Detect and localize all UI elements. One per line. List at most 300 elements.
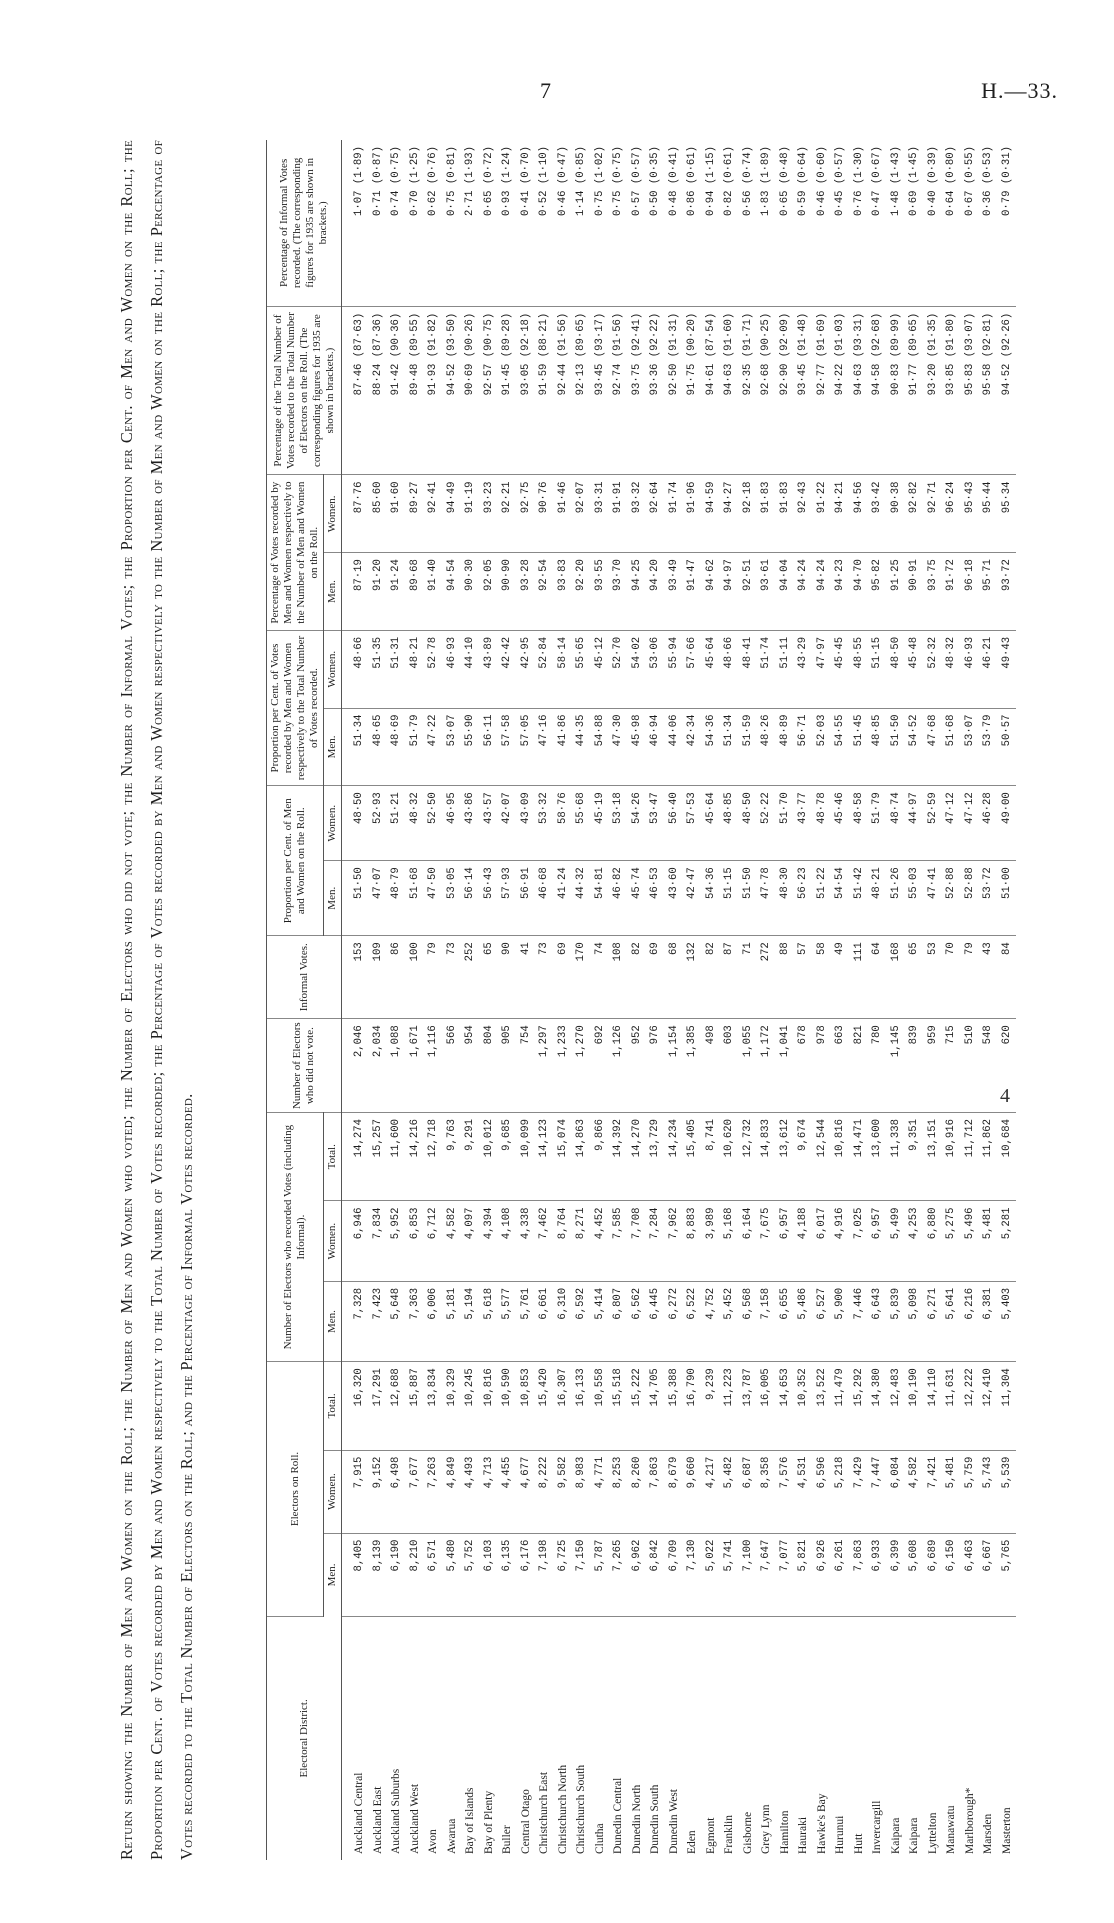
table-row [924,140,943,1860]
women-vote-proportion: 48·66 [342,630,369,708]
district-cell: Marsden [982,1813,994,1854]
informal-votes: 108 [609,936,628,1019]
did-not-vote: 804 [480,1019,499,1113]
men-on-roll: 6,667 [979,1533,998,1616]
header-prop-votes: Proportion per Cent. of Votes recorded by Men and Women respectively to the Total Number of Votes recorded. [267,630,324,785]
women-vote-proportion: 42·42 [498,630,517,708]
men-on-roll: 7,077 [776,1533,795,1616]
women-roll-proportion: 43·77 [794,786,813,861]
did-not-vote: 1,126 [609,1019,628,1113]
men-voted: 5,194 [461,1281,480,1361]
women-voted: 6,957 [776,1201,795,1281]
table-row [443,140,462,1860]
district-cell: Central Otago [519,1789,532,1854]
men-roll-proportion: 52·88 [961,861,980,936]
informal-votes: 100 [406,936,425,1019]
total-on-roll: 13,834 [424,1362,443,1450]
women-on-roll: 8,358 [757,1450,776,1533]
total-voted: 14,833 [757,1113,776,1201]
men-vote-proportion: 48·69 [387,708,406,786]
total-vote-percentage: 87·46 (87·63) [342,306,369,475]
total-on-roll: 14,110 [924,1362,943,1450]
subheader-men: Men. [324,553,342,631]
men-on-roll: 6,103 [480,1533,499,1616]
did-not-vote: 1,055 [739,1019,758,1113]
table-title: Return showing the Number of Men and Women on the Roll; the Number of Men and Women who voted; the Number of Electors who did not vote; the Number of Informal Votes; the Proportion per Cent. of Men and Women on the Roll; the Proportion per Cent. of Votes recorded by Men and Women respectively to the Total Number of Votes recorded; the Percentage of Votes recorded by Men and Women respectively to the Number of Men and Women on the Roll; the Percentage of Votes recorded to the Total Number of Electors on the Roll; and the Percentage of Informal Votes recorded. [117,140,196,1860]
women-voted: 4,452 [591,1201,610,1281]
total-on-roll: 11,479 [831,1362,850,1450]
men-vote-proportion: 51·59 [739,708,758,786]
informal-percentage: 0·75 (0·75) [609,140,628,306]
did-not-vote: 1,385 [683,1019,702,1113]
did-not-vote: 678 [794,1019,813,1113]
women-voted: 6,712 [424,1201,443,1281]
women-vote-proportion: 51·74 [757,630,776,708]
total-voted: 10,684 [998,1113,1017,1201]
table-row [998,140,1017,1860]
men-voted: 6,522 [683,1281,702,1361]
men-voted: 6,643 [868,1281,887,1361]
men-on-roll: 6,962 [628,1533,647,1616]
table-row [813,140,832,1860]
total-voted: 10,012 [480,1113,499,1201]
women-on-roll: 4,493 [461,1450,480,1533]
women-vote-proportion: 46·93 [443,630,462,708]
women-vote-percentage: 95·43 [961,475,980,553]
women-roll-proportion: 52·93 [369,786,388,861]
women-roll-proportion: 45·19 [591,786,610,861]
total-voted: 9,685 [498,1113,517,1201]
total-on-roll: 10,245 [461,1362,480,1450]
informal-votes: 153 [342,936,369,1019]
women-roll-proportion: 53·18 [609,786,628,861]
men-vote-proportion: 56·71 [794,708,813,786]
district-cell: Hamilton [778,1810,791,1854]
women-vote-proportion: 45·64 [702,630,721,708]
men-voted: 6,661 [535,1281,554,1361]
total-on-roll: 10,190 [905,1362,924,1450]
total-vote-percentage: 92·77 (91·69) [813,306,832,475]
total-vote-percentage: 91·75 (90·20) [683,306,702,475]
informal-votes: 41 [517,936,536,1019]
women-vote-percentage: 90·38 [887,475,906,553]
women-vote-proportion: 45·48 [905,630,924,708]
total-voted: 10,620 [720,1113,739,1201]
total-on-roll: 15,222 [628,1362,647,1450]
header-electors: Electors on Roll. [267,1362,324,1617]
informal-percentage: 0·57 (0·57) [628,140,647,306]
men-vote-percentage: 93·70 [609,553,628,631]
women-on-roll: 5,482 [720,1450,739,1533]
subheader-women: Women. [324,475,342,553]
informal-percentage: 0·45 (0·57) [831,140,850,306]
total-vote-percentage: 92·74 (91·56) [609,306,628,475]
informal-percentage: 0·50 (0·35) [646,140,665,306]
table-row [887,140,906,1860]
women-on-roll: 5,759 [961,1450,980,1533]
subheader-women: Women. [324,1201,342,1281]
table-body [342,140,1017,1860]
men-vote-percentage: 90·30 [461,553,480,631]
men-on-roll: 6,842 [646,1533,665,1616]
men-vote-percentage: 94·97 [720,553,739,631]
did-not-vote: 1,116 [424,1019,443,1113]
district-cell: Manawatu [945,1805,957,1854]
women-on-roll: 7,677 [406,1450,425,1533]
men-voted: 5,900 [831,1281,850,1361]
men-on-roll: 8,210 [406,1533,425,1616]
women-on-roll: 4,849 [443,1450,462,1533]
total-vote-percentage: 92·13 (89·65) [572,306,591,475]
district-cell: Hurunui [834,1815,846,1854]
informal-votes: 111 [850,936,869,1019]
informal-votes: 49 [831,936,850,1019]
informal-percentage: 0·71 (0·87) [369,140,388,306]
men-voted: 6,562 [628,1281,647,1361]
subheader-men: Men. [324,1533,342,1616]
total-on-roll: 16,005 [757,1362,776,1450]
men-voted: 5,641 [942,1281,961,1361]
women-vote-proportion: 46·21 [979,630,998,708]
men-vote-proportion: 47·68 [924,708,943,786]
men-vote-proportion: 44·06 [665,708,684,786]
women-voted: 7,462 [535,1201,554,1281]
total-on-roll: 11,304 [998,1362,1017,1450]
table-row [572,140,591,1860]
women-vote-proportion: 47·97 [813,630,832,708]
men-vote-percentage: 94·04 [776,553,795,631]
women-vote-percentage: 94·49 [443,475,462,553]
men-on-roll: 7,265 [609,1533,628,1616]
women-roll-proportion: 46·95 [443,786,462,861]
men-roll-proportion: 51·00 [998,861,1017,936]
table-row [720,140,739,1860]
men-on-roll: 8,139 [369,1533,388,1616]
table-row [665,140,684,1860]
informal-percentage: 0·56 (0·74) [739,140,758,306]
men-on-roll: 6,176 [517,1533,536,1616]
did-not-vote: 663 [831,1019,850,1113]
total-vote-percentage: 93·45 (91·48) [794,306,813,475]
men-roll-proportion: 51·22 [813,861,832,936]
total-vote-percentage: 89·48 (89·55) [406,306,425,475]
men-vote-proportion: 51·68 [942,708,961,786]
total-voted: 10,099 [517,1113,536,1201]
women-roll-proportion: 58·76 [554,786,573,861]
women-voted: 7,025 [850,1201,869,1281]
men-roll-proportion: 54·54 [831,861,850,936]
total-on-roll: 10,853 [517,1362,536,1450]
men-voted: 6,592 [572,1281,591,1361]
women-voted: 7,962 [665,1201,684,1281]
women-roll-proportion: 51·79 [868,786,887,861]
subheader-women: Women. [324,786,342,861]
total-vote-percentage: 93·05 (92·18) [517,306,536,475]
women-roll-proportion: 52·59 [924,786,943,861]
informal-percentage: 0·52 (1·10) [535,140,554,306]
total-voted: 11,712 [961,1113,980,1201]
subheader-women: Women. [324,630,342,708]
informal-votes: 79 [961,936,980,1019]
women-roll-proportion: 51·70 [776,786,795,861]
men-vote-percentage: 91·47 [683,553,702,631]
men-on-roll: 5,765 [998,1533,1017,1616]
informal-votes: 65 [480,936,499,1019]
informal-votes: 82 [628,936,647,1019]
men-voted: 6,272 [665,1281,684,1361]
men-vote-proportion: 48·85 [868,708,887,786]
women-vote-percentage: 91·46 [554,475,573,553]
table-row [480,140,499,1860]
women-on-roll: 4,677 [517,1450,536,1533]
women-vote-proportion: 58·14 [554,630,573,708]
men-vote-proportion: 51·45 [850,708,869,786]
women-voted: 7,708 [628,1201,647,1281]
total-vote-percentage: 92·68 (90·25) [757,306,776,475]
women-vote-proportion: 49·43 [998,630,1017,708]
did-not-vote: 1,154 [665,1019,684,1113]
men-vote-percentage: 94·54 [443,553,462,631]
women-vote-percentage: 91·91 [609,475,628,553]
women-voted: 4,108 [498,1201,517,1281]
men-vote-percentage: 92·54 [535,553,554,631]
total-voted: 12,544 [813,1113,832,1201]
men-vote-proportion: 57·58 [498,708,517,786]
women-vote-proportion: 45·12 [591,630,610,708]
district-cell: Egmont [704,1817,717,1854]
total-voted: 15,405 [683,1113,702,1201]
women-vote-proportion: 46·93 [961,630,980,708]
total-vote-percentage: 94·22 (91·03) [831,306,850,475]
did-not-vote: 978 [813,1019,832,1113]
women-voted: 4,582 [443,1201,462,1281]
women-vote-percentage: 91·83 [757,475,776,553]
informal-votes: 69 [554,936,573,1019]
men-vote-percentage: 92·05 [480,553,499,631]
men-voted: 6,568 [739,1281,758,1361]
men-voted: 5,648 [387,1281,406,1361]
women-vote-proportion: 55·65 [572,630,591,708]
district-cell: Kaipara [889,1817,902,1854]
women-voted: 6,017 [813,1201,832,1281]
women-voted: 7,675 [757,1201,776,1281]
district-cell: Marlborough* [963,1787,976,1854]
total-on-roll: 12,222 [961,1362,980,1450]
men-on-roll: 6,135 [498,1533,517,1616]
men-vote-proportion: 42·34 [683,708,702,786]
informal-percentage: 0·93 (1·24) [498,140,517,306]
men-roll-proportion: 48·79 [387,861,406,936]
table-row [517,140,536,1860]
total-voted: 13,612 [776,1113,795,1201]
table-row [683,140,702,1860]
men-vote-percentage: 93·28 [517,553,536,631]
total-voted: 14,234 [665,1113,684,1201]
men-on-roll: 5,752 [461,1533,480,1616]
men-voted: 5,761 [517,1281,536,1361]
men-vote-percentage: 93·72 [998,553,1017,631]
men-roll-proportion: 57·93 [498,861,517,936]
district-cell: Grey Lynn [760,1804,772,1854]
informal-percentage: 1·14 (0·85) [572,140,591,306]
men-vote-percentage: 95·82 [868,553,887,631]
total-voted: 9,763 [443,1113,462,1201]
men-on-roll: 8,405 [342,1533,369,1616]
informal-percentage: 0·70 (1·25) [406,140,425,306]
women-roll-proportion: 43·57 [480,786,499,861]
men-vote-percentage: 89·68 [406,553,425,631]
total-on-roll: 9,239 [702,1362,721,1450]
total-on-roll: 15,887 [406,1362,425,1450]
women-vote-proportion: 44·10 [461,630,480,708]
women-on-roll: 7,863 [646,1450,665,1533]
women-vote-percentage: 92·64 [646,475,665,553]
total-on-roll: 16,133 [572,1362,591,1450]
header-informal: Informal Votes. [267,936,342,1019]
men-vote-percentage: 93·83 [554,553,573,631]
men-vote-percentage: 94·20 [646,553,665,631]
margin-mark: 4 [1000,1085,1010,1107]
women-roll-proportion: 57·53 [683,786,702,861]
total-voted: 14,274 [342,1113,369,1201]
men-on-roll: 7,647 [757,1533,776,1616]
informal-percentage: 0·46 (0·47) [554,140,573,306]
women-on-roll: 7,915 [342,1450,369,1533]
did-not-vote: 905 [498,1019,517,1113]
men-vote-proportion: 51·34 [342,708,369,786]
total-voted: 11,862 [979,1113,998,1201]
women-on-roll: 7,421 [924,1450,943,1533]
women-voted: 4,253 [905,1201,924,1281]
women-voted: 6,957 [868,1201,887,1281]
men-on-roll: 6,261 [831,1533,850,1616]
men-vote-proportion: 48·26 [757,708,776,786]
men-roll-proportion: 56·23 [794,861,813,936]
men-roll-proportion: 43·60 [665,861,684,936]
women-roll-proportion: 48·32 [406,786,425,861]
total-on-roll: 16,320 [342,1362,369,1450]
men-vote-percentage: 94·62 [702,553,721,631]
men-vote-percentage: 92·51 [739,553,758,631]
men-on-roll: 6,571 [424,1533,443,1616]
women-voted: 8,271 [572,1201,591,1281]
subheader-men: Men. [324,708,342,786]
women-voted: 8,883 [683,1201,702,1281]
did-not-vote: 1,041 [776,1019,795,1113]
men-vote-proportion: 53·07 [961,708,980,786]
did-not-vote: 976 [646,1019,665,1113]
women-voted: 7,834 [369,1201,388,1281]
men-roll-proportion: 52·88 [942,861,961,936]
total-vote-percentage: 93·20 (91·35) [924,306,943,475]
women-vote-percentage: 94·27 [720,475,739,553]
men-vote-percentage: 90·90 [498,553,517,631]
women-voted: 7,284 [646,1201,665,1281]
total-vote-percentage: 91·77 (89·65) [905,306,924,475]
women-vote-proportion: 51·35 [369,630,388,708]
did-not-vote: 1,233 [554,1019,573,1113]
header-voted: Number of Electors who recorded Votes (including Informal). [267,1113,324,1362]
men-on-roll: 5,022 [702,1533,721,1616]
women-vote-percentage: 89·27 [406,475,425,553]
informal-percentage: 0·82 (0·61) [720,140,739,306]
women-on-roll: 8,253 [609,1450,628,1533]
men-on-roll: 5,741 [720,1533,739,1616]
men-vote-percentage: 93·55 [591,553,610,631]
district-cell: Lyttelton [926,1812,939,1854]
informal-votes: 58 [813,936,832,1019]
men-voted: 7,158 [757,1281,776,1361]
women-roll-proportion: 52·22 [757,786,776,861]
men-roll-proportion: 51·50 [739,861,758,936]
women-vote-percentage: 91·22 [813,475,832,553]
total-voted: 10,916 [942,1113,961,1201]
men-voted: 5,414 [591,1281,610,1361]
men-roll-proportion: 55·03 [905,861,924,936]
women-roll-proportion: 43·86 [461,786,480,861]
informal-votes: 90 [498,936,517,1019]
informal-percentage: 0·65 (0·48) [776,140,795,306]
informal-percentage: 0·48 (0·41) [665,140,684,306]
men-roll-proportion: 56·91 [517,861,536,936]
women-voted: 5,281 [998,1201,1017,1281]
men-vote-proportion: 54·36 [702,708,721,786]
men-voted: 6,006 [424,1281,443,1361]
women-on-roll: 8,260 [628,1450,647,1533]
informal-percentage: 0·75 (0·81) [443,140,462,306]
women-vote-percentage: 92·18 [739,475,758,553]
women-roll-proportion: 42·07 [498,786,517,861]
women-vote-percentage: 91·83 [776,475,795,553]
men-voted: 6,381 [979,1281,998,1361]
women-on-roll: 7,576 [776,1450,795,1533]
district-cell: Auckland West [408,1783,421,1854]
women-roll-proportion: 48·50 [342,786,369,861]
did-not-vote: 1,172 [757,1019,776,1113]
men-vote-percentage: 91·72 [942,553,961,631]
women-roll-proportion: 45·64 [702,786,721,861]
header-not-voted: Number of Electors who did not vote. [267,1019,342,1113]
women-voted: 4,097 [461,1201,480,1281]
informal-percentage: 0·65 (0·72) [480,140,499,306]
men-vote-percentage: 91·40 [424,553,443,631]
informal-percentage: 1·07 (1·89) [342,140,369,306]
total-vote-percentage: 95·58 (92·81) [979,306,998,475]
men-roll-proportion: 51·42 [850,861,869,936]
total-vote-percentage: 94·63 (93·31) [850,306,869,475]
did-not-vote: 954 [461,1019,480,1113]
header-prop-roll: Proportion per Cent. of Men and Women on the Roll. [267,786,324,936]
table-row [794,140,813,1860]
women-roll-proportion: 47·12 [961,786,980,861]
women-voted: 6,880 [924,1201,943,1281]
district-cell: Auckland Central [353,1772,365,1854]
men-on-roll: 6,725 [554,1533,573,1616]
men-vote-proportion: 46·94 [646,708,665,786]
men-vote-proportion: 50·57 [998,708,1017,786]
district-cell: Buller [501,1825,513,1854]
women-voted: 3,989 [702,1201,721,1281]
women-vote-percentage: 95·44 [979,475,998,553]
total-on-roll: 10,816 [480,1362,499,1450]
men-vote-percentage: 91·20 [369,553,388,631]
women-on-roll: 4,531 [794,1450,813,1533]
men-on-roll: 7,100 [739,1533,758,1616]
men-vote-proportion: 55·90 [461,708,480,786]
total-vote-percentage: 90·69 (90·26) [461,306,480,475]
men-vote-proportion: 54·88 [591,708,610,786]
table-row [757,140,776,1860]
